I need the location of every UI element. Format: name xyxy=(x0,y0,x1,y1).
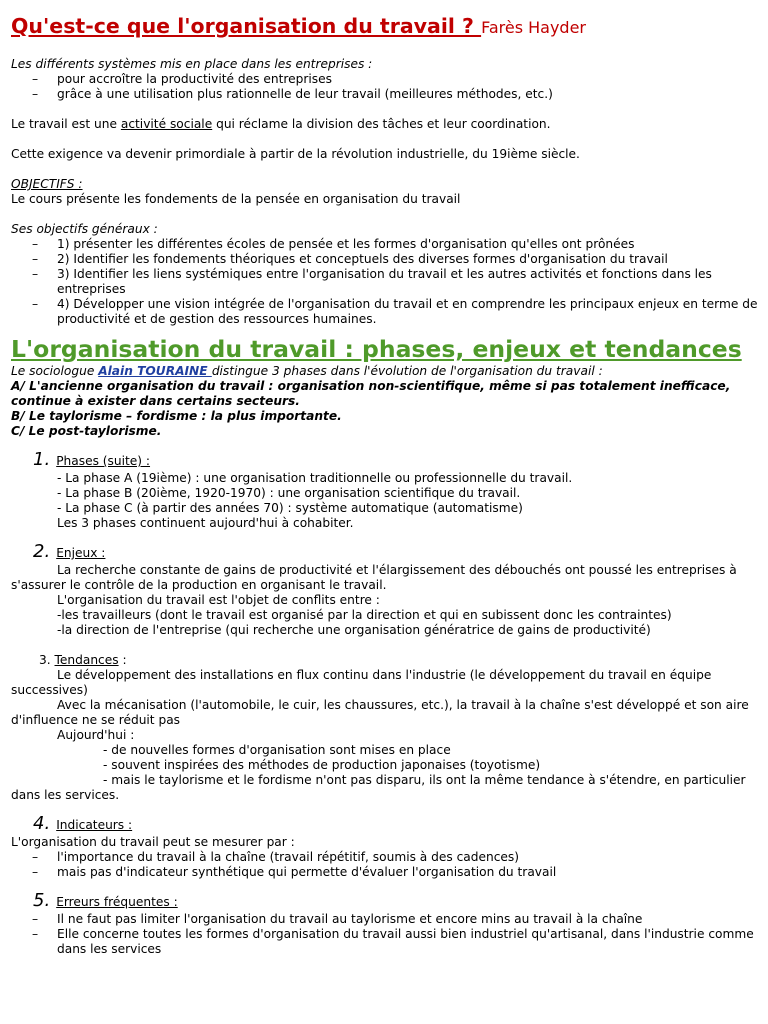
tendances-line: - souvent inspirées des méthodes de production japonaises (toyotisme) xyxy=(103,758,541,772)
tendances-paragraph-1: Le développement des installations en flux continu dans l'industrie (le développement du travail en équipe successives) xyxy=(11,668,712,697)
touraine-line: Le sociologue Alain TOURAINE distingue 3 phases dans l'évolution de l'organisation du travail : xyxy=(11,364,603,378)
title-line xyxy=(11,12,761,40)
tendances-line: - de nouvelles formes d'organisation sont mises en place xyxy=(103,743,451,757)
tendances-paragraph-2: Avec la mécanisation (l'automobile, le cuir, les chaussures, etc.), la travail à la chaîne s'est développé et son aire d'influence ne se réduit pas xyxy=(11,698,749,727)
section-heading: L'organisation du travail : phases, enjeux et tendances xyxy=(11,335,742,363)
erreurs-heading: 5. Erreurs fréquentes : xyxy=(33,890,178,911)
enjeux-line: -la direction de l'entreprise (qui recherche une organisation génératrice de gains de productivité) xyxy=(57,623,651,637)
tendances-heading: 3. Tendances : xyxy=(39,653,127,667)
objectifs-text: Le cours présente les fondements de la pensée en organisation du travail xyxy=(11,192,461,206)
author-name: Farès Hayder xyxy=(481,18,587,37)
intro-bullet: – grâce à une utilisation plus rationnelle de leur travail (meilleures méthodes, etc.) xyxy=(11,87,761,102)
document-page xyxy=(11,12,761,957)
erreur-item: – Elle concerne toutes les formes d'organisation du travail aussi bien industriel qu'artisanal, dans l'industrie comme dans les services xyxy=(11,927,761,957)
phases-line: - La phase B (20ième, 1920-1970) : une organisation scientifique du travail. xyxy=(57,486,521,500)
objectifs-general-heading: Ses objectifs généraux : xyxy=(11,222,158,236)
indicateur-item: – l'importance du travail à la chaîne (travail répétitif, soumis à des cadences) xyxy=(11,850,761,865)
phases-line: Les 3 phases continuent aujourd'hui à cohabiter. xyxy=(57,516,354,530)
indicateurs-lead: L'organisation du travail peut se mesurer par : xyxy=(11,835,295,849)
objectif-item: – 2) Identifier les fondements théoriques et conceptuels des diverses formes d'organisation du travail xyxy=(11,252,761,267)
enjeux-line: -les travailleurs (dont le travail est organisé par la direction et qui en subissent donc les contraintes) xyxy=(57,608,672,622)
objectif-item: – 3) Identifier les liens systémiques entre l'organisation du travail et les autres activités et fonctions dans les entreprises xyxy=(11,267,761,297)
objectif-item: – 4) Développer une vision intégrée de l'organisation du travail et en comprendre les principaux enjeux en terme de productivité et de gestion des ressources humaines. xyxy=(11,297,761,327)
enjeux-paragraph-1: La recherche constante de gains de productivité et l'élargissement des débouchés ont poussé les entreprises à s'assurer le contrôle de la production en organisant le travail. xyxy=(11,563,737,592)
intro-paragraph-1: Le travail est une activité sociale qui réclame la division des tâches et leur coordination. xyxy=(11,117,551,131)
tendances-line: - mais le taylorisme et le fordisme n'ont pas disparu, ils ont la même tendance à s'étendre, en particulier dans les services. xyxy=(11,773,746,802)
indicateurs-heading: 4. Indicateurs : xyxy=(33,813,133,834)
phases-heading: 1. Phases (suite) : xyxy=(33,449,151,470)
objectif-item: – 1) présenter les différentes écoles de pensée et les formes d'organisation qu'elles ont prônées xyxy=(11,237,761,252)
phases-line: - La phase C (à partir des années 70) : système automatique (automatisme) xyxy=(57,501,523,515)
page-title: Qu'est-ce que l'organisation du travail ? xyxy=(11,14,482,38)
erreur-item: – Il ne faut pas limiter l'organisation du travail au taylorisme et encore mins au travail à la chaîne xyxy=(11,912,761,927)
phase-a-text: A/ L'ancienne organisation du travail : organisation non-scientifique, même si pas totalement inefficace, continue à exister dans certains secteurs. xyxy=(11,379,731,408)
enjeux-paragraph-2: L'organisation du travail est l'objet de conflits entre : xyxy=(57,593,380,607)
intro-paragraph-2: Cette exigence va devenir primordiale à partir de la révolution industrielle, du 19ième siècle. xyxy=(11,147,580,161)
phase-b-text: B/ Le taylorisme – fordisme : la plus importante. xyxy=(11,409,342,423)
enjeux-heading: 2. Enjeux : xyxy=(33,541,106,562)
intro-lead: Les différents systèmes mis en place dans les entreprises : xyxy=(11,57,373,71)
phases-line: - La phase A (19ième) : une organisation traditionnelle ou professionnelle du travail. xyxy=(57,471,573,485)
objectifs-heading: OBJECTIFS : xyxy=(11,177,83,191)
phase-c-text: C/ Le post-taylorisme. xyxy=(11,424,162,438)
indicateur-item: – mais pas d'indicateur synthétique qui permette d'évaluer l'organisation du travail xyxy=(11,865,761,880)
intro-bullet: – pour accroître la productivité des entreprises xyxy=(11,72,761,87)
tendances-paragraph-3: Aujourd'hui : xyxy=(57,728,135,742)
